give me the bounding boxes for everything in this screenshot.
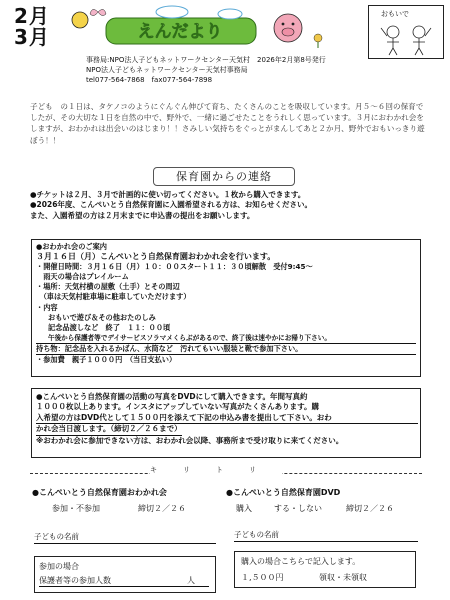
publisher-contact: tel077-564-7868 fax077-564-7898 bbox=[86, 76, 213, 84]
receipt-note: 購入の場合こちらで記入します。 bbox=[241, 557, 361, 566]
child-name-label: 子どもの名前 bbox=[34, 532, 79, 541]
attend-case-label: 参加の場合 bbox=[39, 562, 79, 571]
dvd-note: ※おわかれ会に参加できない方は、おわかれ会以降、事務所まで受け取りに来てください。 bbox=[36, 435, 344, 445]
form-right-title: ●こんぺいとう自然保育園DVD bbox=[226, 488, 341, 497]
newsletter-logo bbox=[62, 4, 332, 48]
form-left-title: ●こんぺいとう自然保育園おわかれ会 bbox=[32, 488, 167, 497]
event-rain: 雨天の場合はプレイルーム bbox=[36, 272, 129, 282]
publisher-info bbox=[86, 55, 326, 85]
event-content-line: 記念品渡しなど 終了 １１：００頃 bbox=[48, 322, 171, 332]
dvd-receipt-box bbox=[234, 551, 416, 588]
child-name-field[interactable] bbox=[234, 541, 418, 542]
cut-label: キリトリ bbox=[150, 466, 282, 474]
publisher-line: 事務局:NPO法人子どもネットワークセンター天気村 2026年2月第8号発行 bbox=[86, 56, 326, 64]
month-line-mar: 3月 bbox=[14, 25, 50, 49]
form-left-deadline: 締切２／２６ bbox=[138, 504, 186, 513]
event-bring: 持ち物：記念品を入れるかばん、水筒など 汚れてもいい服装と靴で参加下さい。 bbox=[36, 344, 416, 355]
guardian-count-field[interactable] bbox=[39, 586, 209, 587]
event-content-line: 午後から保護者等でデイサービスソラマメくらぶがあるので、終了後は速やかにお帰り下さい。 bbox=[36, 333, 416, 344]
event-content-label: ・内容 bbox=[36, 302, 58, 312]
month-line-feb: 2月 bbox=[14, 4, 50, 28]
dvd-line: かれ会当日渡します。（締切２／２６まで） bbox=[36, 424, 182, 435]
dvd-info-box bbox=[31, 388, 421, 458]
child-name-label: 子どもの名前 bbox=[234, 530, 279, 539]
children-drawing-icon bbox=[369, 6, 443, 58]
event-heading: ●おわかれ会のご案内 bbox=[36, 242, 107, 251]
event-time: ・開催日時間：３月１６日（月）１０：００スタート１１：３０頃解散 受付9:45～ bbox=[36, 262, 313, 272]
event-date-title: ３月１６日（月）こんぺいとう自然保育園おわかれ会を行います。 bbox=[36, 252, 276, 262]
event-place: ・場所：天気村横の屋敷（土手）とその周辺 bbox=[36, 282, 180, 292]
purchase-options[interactable]: する・しない bbox=[274, 504, 322, 513]
dvd-line: 入希望の方はDVD代として１５００円を添えて下記の申込み書を提出して下さい。おわ bbox=[36, 413, 418, 424]
omoide-illustration-box bbox=[368, 5, 444, 59]
logo-illustration bbox=[62, 4, 332, 48]
guardian-count-label: 保護者等の参加人数 bbox=[39, 576, 111, 585]
intro-paragraph: 子ども の１日は、タケノコのようにぐんぐん伸びて育ち、たくさんのことを吸収しています。月５～６回の保育でしたが、その大切な１日を自然の中で、野外で、一緒に過ごせたことをうれしく思っています。３月におわかれ会をしますが、おわかれは出会いのはじまり！！さみしい気持ちをぐっとがまんしてあと２か月、野外でおもいっきり遊ぼう！！ bbox=[30, 102, 425, 145]
dvd-price: １,５００円 bbox=[241, 573, 284, 582]
month-label bbox=[14, 6, 50, 48]
omoide-label: おもいで bbox=[381, 10, 409, 18]
attendance-count-box bbox=[34, 556, 216, 593]
child-name-field[interactable] bbox=[34, 543, 216, 544]
guardian-count-unit: 人 bbox=[187, 576, 195, 585]
section-title: 保育園からの連絡 bbox=[153, 167, 295, 186]
event-content-line: おもいで遊び＆その他おたのしみ bbox=[48, 312, 156, 322]
publisher-line: NPO法人子どもネットワークセンター天気村事務局 bbox=[86, 66, 248, 74]
notice-item: また、入園希望の方は２月末までに申込書の提出をお願いします。 bbox=[30, 210, 255, 220]
event-fee: ・参加費 親子１０００円 （当日支払い） bbox=[36, 355, 177, 365]
logo-title-text: えんだより bbox=[137, 22, 223, 42]
purchase-label: 購入 bbox=[236, 504, 252, 513]
notice-item: ●2026年度、こんぺいとう自然保育園に入園希望される方は、お知らせください。 bbox=[30, 200, 313, 210]
dvd-line: １０００枚以上あります。インスタにアップしていない写真がたくさんあります。購 bbox=[36, 402, 320, 412]
dvd-line: ●こんぺいとう自然保育園の活動の写真をDVDにして購入できます。年間写真約 bbox=[36, 392, 308, 401]
attend-options[interactable]: 参加・不参加 bbox=[52, 504, 100, 513]
event-parking: （車は天気村駐車場に駐車していただけます） bbox=[36, 292, 191, 302]
receipt-status: 領収・未領収 bbox=[319, 573, 367, 582]
form-right-deadline: 締切２／２６ bbox=[346, 504, 394, 513]
notices-list bbox=[30, 190, 425, 221]
notice-item: ●チケットは２月、３月で計画的に使い切ってください。１枚から購入できます。 bbox=[30, 190, 306, 199]
event-info-box bbox=[31, 239, 421, 377]
